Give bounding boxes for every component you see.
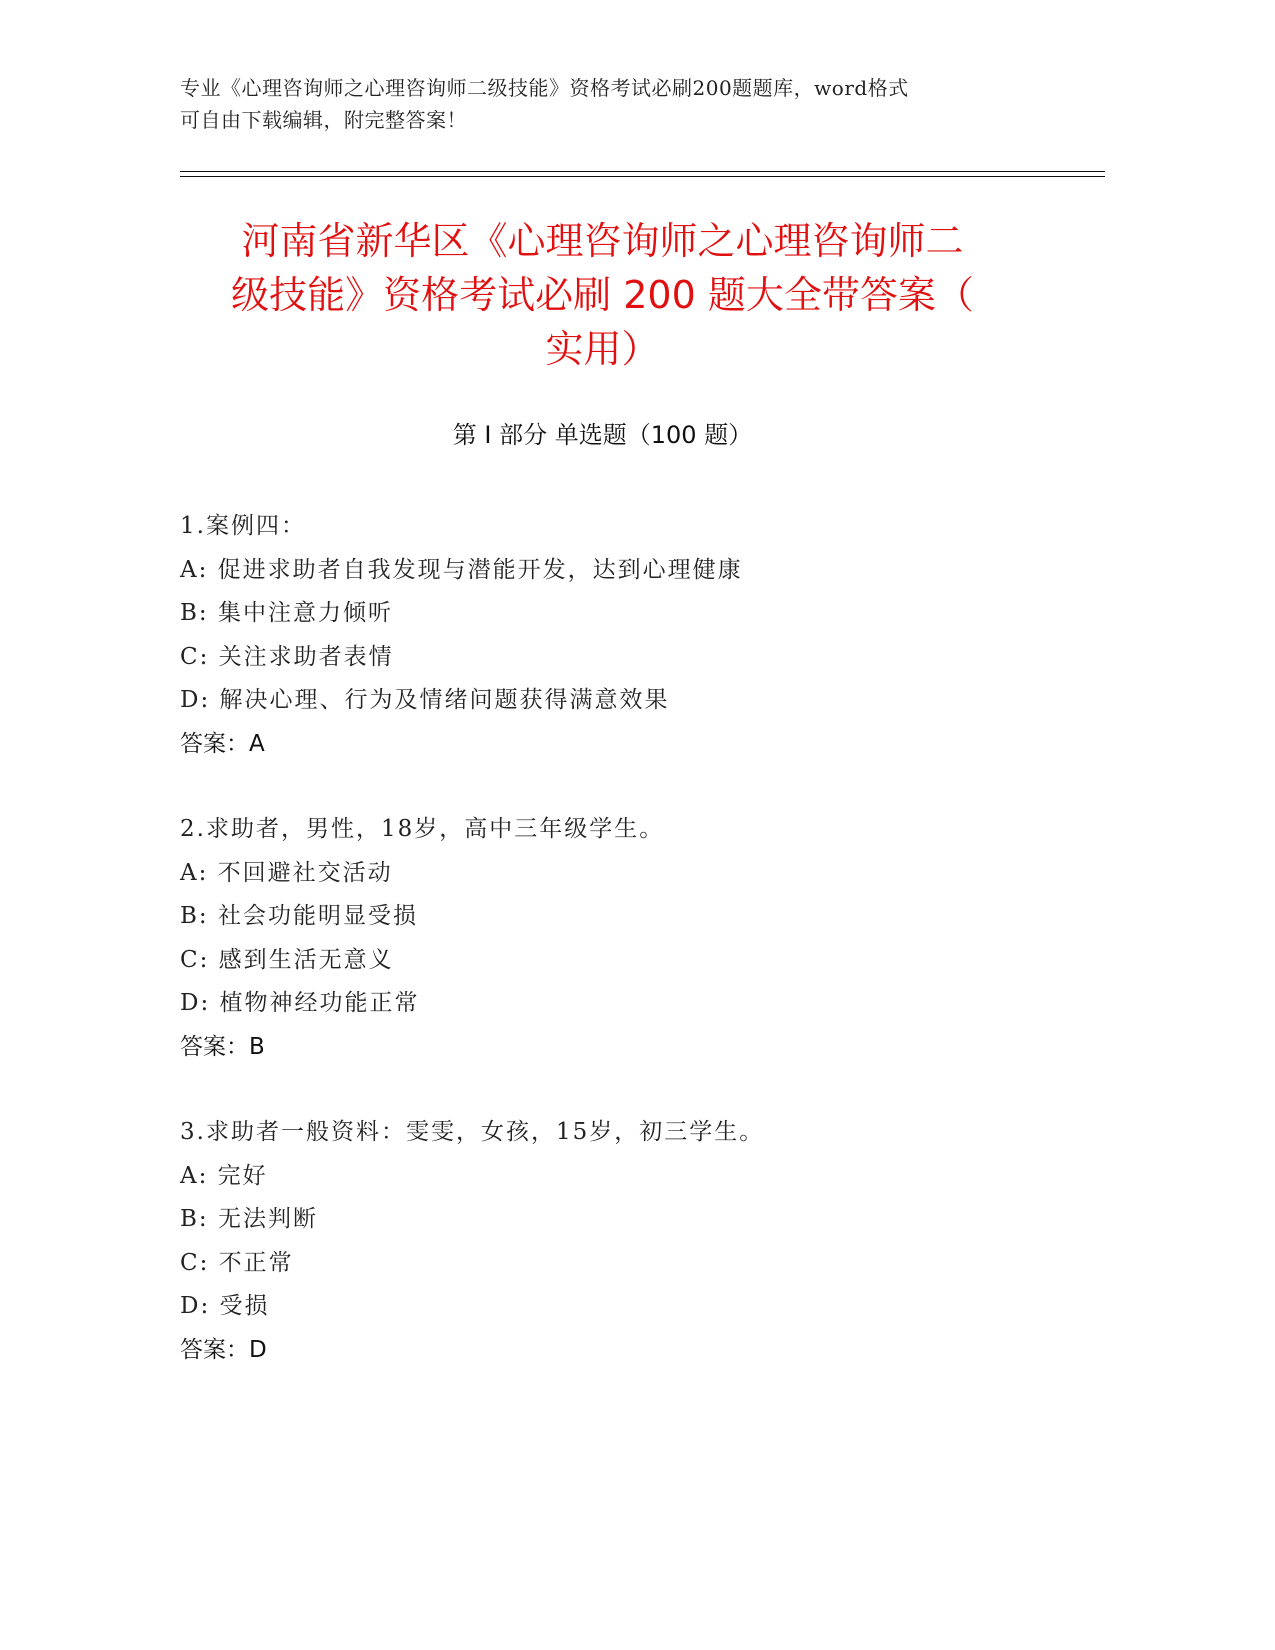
- answer-line: 答案：A: [180, 730, 265, 757]
- option-c: C: 关注求助者表情: [180, 643, 394, 670]
- question-item: [180, 808, 1080, 1069]
- header-divider-bottom: [180, 176, 1105, 177]
- question-stem: 3.求助者一般资料：雯雯，女孩，15岁，初三学生。: [180, 1119, 765, 1145]
- header-note-line-1: 专业《心理咨询师之心理咨询师二级技能》资格考试必刷200题题库，word格式: [180, 76, 909, 100]
- document-header-note: [180, 72, 1080, 136]
- section-heading: 第 I 部分 单选题（100 题）: [452, 421, 753, 449]
- option-b: B: 集中注意力倾听: [180, 600, 393, 626]
- title-line-2: 级技能》资格考试必刷 200 题大全带答案（: [231, 273, 974, 317]
- header-note-line-2: 可自由下载编辑，附完整答案！: [180, 108, 467, 132]
- option-b: B: 无法判断: [180, 1206, 318, 1232]
- option-c: C: 不正常: [180, 1249, 294, 1276]
- option-d: D: 受损: [180, 1293, 270, 1319]
- question-item: [180, 1111, 1080, 1372]
- question-stem: 2.求助者，男性，18岁，高中三年级学生。: [180, 816, 665, 842]
- question-item: [180, 505, 1080, 766]
- document-title: [180, 214, 1025, 376]
- option-a: A: 完好: [180, 1162, 268, 1189]
- option-c: C: 感到生活无意义: [180, 946, 394, 973]
- option-a: A: 促进求助者自我发现与潜能开发，达到心理健康: [180, 556, 743, 583]
- answer-line: 答案：B: [180, 1033, 265, 1060]
- option-d: D: 植物神经功能正常: [180, 990, 420, 1016]
- question-list: [180, 505, 1080, 1414]
- title-line-3: 实用）: [545, 327, 660, 371]
- option-a: A: 不回避社交活动: [180, 859, 393, 886]
- question-stem: 1.案例四：: [180, 513, 306, 539]
- header-divider-top: [180, 171, 1105, 172]
- option-b: B: 社会功能明显受损: [180, 903, 418, 929]
- option-d: D: 解决心理、行为及情绪问题获得满意效果: [180, 687, 670, 713]
- answer-line: 答案：D: [180, 1336, 267, 1363]
- title-line-1: 河南省新华区《心理咨询师之心理咨询师二: [241, 219, 964, 263]
